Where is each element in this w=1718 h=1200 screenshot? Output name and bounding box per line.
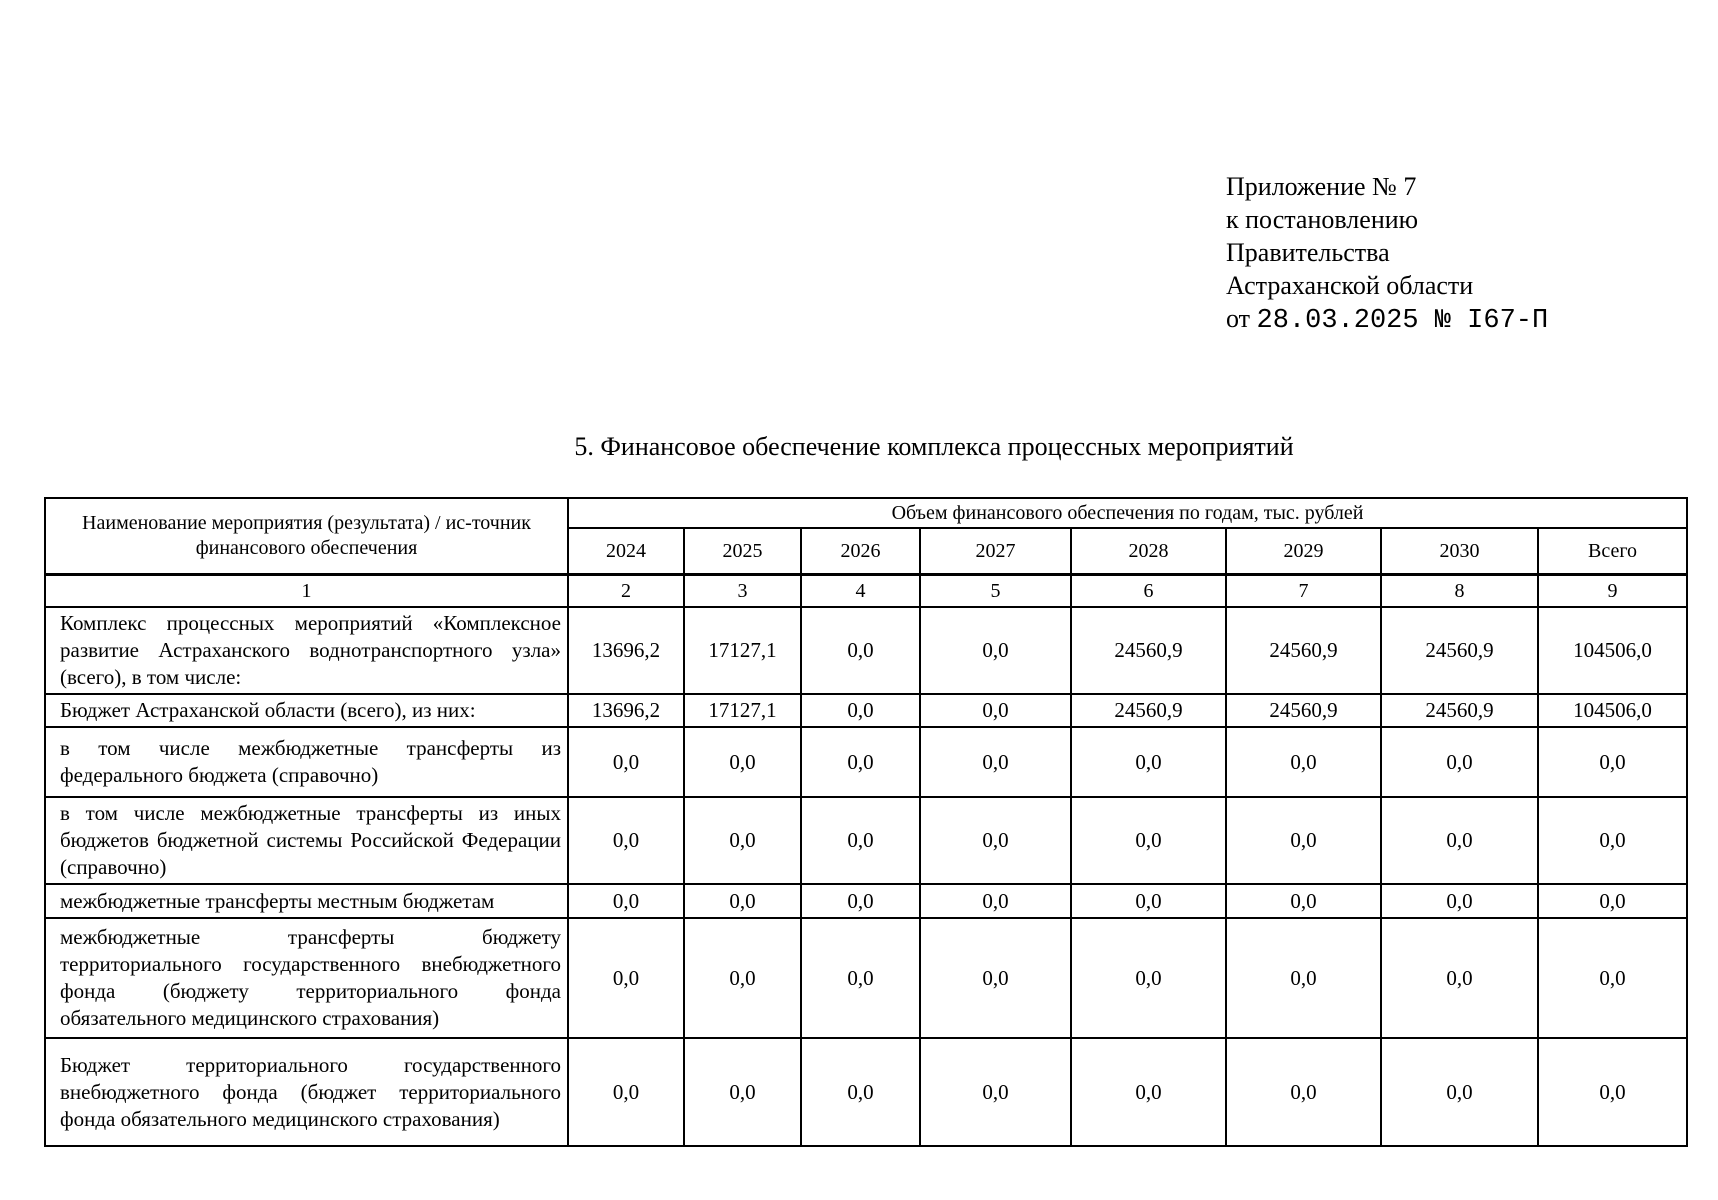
row-value: 0,0 [801, 694, 920, 727]
row-value: 0,0 [1071, 918, 1226, 1038]
row-value: 24560,9 [1226, 694, 1381, 727]
row-total-value: 0,0 [1538, 727, 1687, 797]
appendix-line: Правительства [1226, 238, 1390, 267]
row-value: 0,0 [1381, 1038, 1538, 1146]
row-value: 24560,9 [1071, 694, 1226, 727]
row-value: 0,0 [568, 1038, 684, 1146]
appendix-date-line [1226, 302, 1548, 338]
row-value: 0,0 [1226, 1038, 1381, 1146]
table-row [45, 884, 1687, 918]
table-row [45, 1038, 1687, 1146]
table-row [45, 727, 1687, 797]
appendix-date-prefix: от [1226, 304, 1257, 333]
row-name: межбюджетные трансферты бюджету территориального государственного внебюджетного фонда (бюджету территориального фонда обязательного медицинского страхования) [45, 918, 568, 1038]
column-number: 7 [1226, 575, 1381, 608]
row-name: Комплекс процессных мероприятий «Комплексное развитие Астраханского воднотранспортного узла» (всего), в том числе: [45, 607, 568, 694]
row-value: 0,0 [568, 884, 684, 918]
column-number: 5 [920, 575, 1071, 608]
row-value: 0,0 [801, 1038, 920, 1146]
row-total-value: 0,0 [1538, 797, 1687, 884]
row-value: 0,0 [801, 797, 920, 884]
row-value: 0,0 [568, 918, 684, 1038]
row-value: 0,0 [920, 694, 1071, 727]
row-value: 0,0 [1071, 884, 1226, 918]
header-total: Всего [1538, 528, 1687, 575]
header-name: Наименование мероприятия (результата) / ис-точник финансового обеспечения [45, 498, 568, 575]
row-value: 24560,9 [1071, 607, 1226, 694]
row-total-value: 104506,0 [1538, 694, 1687, 727]
row-value: 17127,1 [684, 607, 801, 694]
row-value: 0,0 [1381, 797, 1538, 884]
row-value: 0,0 [1226, 727, 1381, 797]
table-row [45, 694, 1687, 727]
column-number: 3 [684, 575, 801, 608]
appendix-line: к постановлению [1226, 205, 1419, 234]
section-title: 5. Финансовое обеспечение комплекса процессных мероприятий [574, 432, 1294, 461]
header-year: 2027 [920, 528, 1071, 575]
row-value: 0,0 [568, 797, 684, 884]
appendix-block [1226, 170, 1548, 338]
row-value: 0,0 [684, 797, 801, 884]
header-volume: Объем финансового обеспечения по годам, тыс. рублей [568, 498, 1687, 528]
appendix-line: Астраханской области [1226, 271, 1474, 300]
row-total-value: 0,0 [1538, 918, 1687, 1038]
row-name: Бюджет Астраханской области (всего), из них: [45, 694, 568, 727]
appendix-resolution-ref: 28.03.2025 № I67-П [1256, 306, 1549, 336]
row-value: 0,0 [920, 918, 1071, 1038]
row-value: 0,0 [801, 727, 920, 797]
row-value: 24560,9 [1381, 607, 1538, 694]
row-value: 0,0 [684, 727, 801, 797]
row-value: 13696,2 [568, 607, 684, 694]
row-value: 0,0 [1226, 884, 1381, 918]
table-row [45, 607, 1687, 694]
row-value: 0,0 [1226, 797, 1381, 884]
row-name: в том числе межбюджетные трансферты из федерального бюджета (справочно) [45, 727, 568, 797]
financing-table [44, 497, 1688, 1147]
row-value: 0,0 [684, 884, 801, 918]
table-row [45, 918, 1687, 1038]
column-number: 4 [801, 575, 920, 608]
row-value: 0,0 [801, 918, 920, 1038]
column-number: 9 [1538, 575, 1687, 608]
header-year: 2024 [568, 528, 684, 575]
header-year: 2029 [1226, 528, 1381, 575]
row-value: 0,0 [1226, 918, 1381, 1038]
row-value: 0,0 [801, 607, 920, 694]
row-total-value: 104506,0 [1538, 607, 1687, 694]
table-row [45, 797, 1687, 884]
row-value: 0,0 [1381, 918, 1538, 1038]
row-name: межбюджетные трансферты местным бюджетам [45, 884, 568, 918]
row-name: в том числе межбюджетные трансферты из иных бюджетов бюджетной системы Российской Федерации (справочно) [45, 797, 568, 884]
row-value: 0,0 [684, 1038, 801, 1146]
row-value: 0,0 [920, 1038, 1071, 1146]
row-name: Бюджет территориального государственного внебюджетного фонда (бюджет территориального фонда обязательного медицинского страхования) [45, 1038, 568, 1146]
row-total-value: 0,0 [1538, 1038, 1687, 1146]
row-value: 13696,2 [568, 694, 684, 727]
column-number: 2 [568, 575, 684, 608]
column-number: 6 [1071, 575, 1226, 608]
appendix-line: Приложение № 7 [1226, 172, 1417, 201]
row-value: 0,0 [1071, 797, 1226, 884]
row-value: 0,0 [1071, 1038, 1226, 1146]
column-numbers-row [45, 575, 1687, 608]
row-value: 24560,9 [1381, 694, 1538, 727]
row-value: 0,0 [1071, 727, 1226, 797]
header-year: 2028 [1071, 528, 1226, 575]
column-number: 1 [45, 575, 568, 608]
header-year: 2030 [1381, 528, 1538, 575]
row-value: 17127,1 [684, 694, 801, 727]
header-year: 2025 [684, 528, 801, 575]
row-value: 24560,9 [1226, 607, 1381, 694]
row-value: 0,0 [801, 884, 920, 918]
header-year: 2026 [801, 528, 920, 575]
row-value: 0,0 [684, 918, 801, 1038]
row-value: 0,0 [920, 727, 1071, 797]
row-value: 0,0 [920, 884, 1071, 918]
column-number: 8 [1381, 575, 1538, 608]
row-value: 0,0 [1381, 727, 1538, 797]
row-value: 0,0 [1381, 884, 1538, 918]
row-total-value: 0,0 [1538, 884, 1687, 918]
row-value: 0,0 [568, 727, 684, 797]
row-value: 0,0 [920, 607, 1071, 694]
row-value: 0,0 [920, 797, 1071, 884]
